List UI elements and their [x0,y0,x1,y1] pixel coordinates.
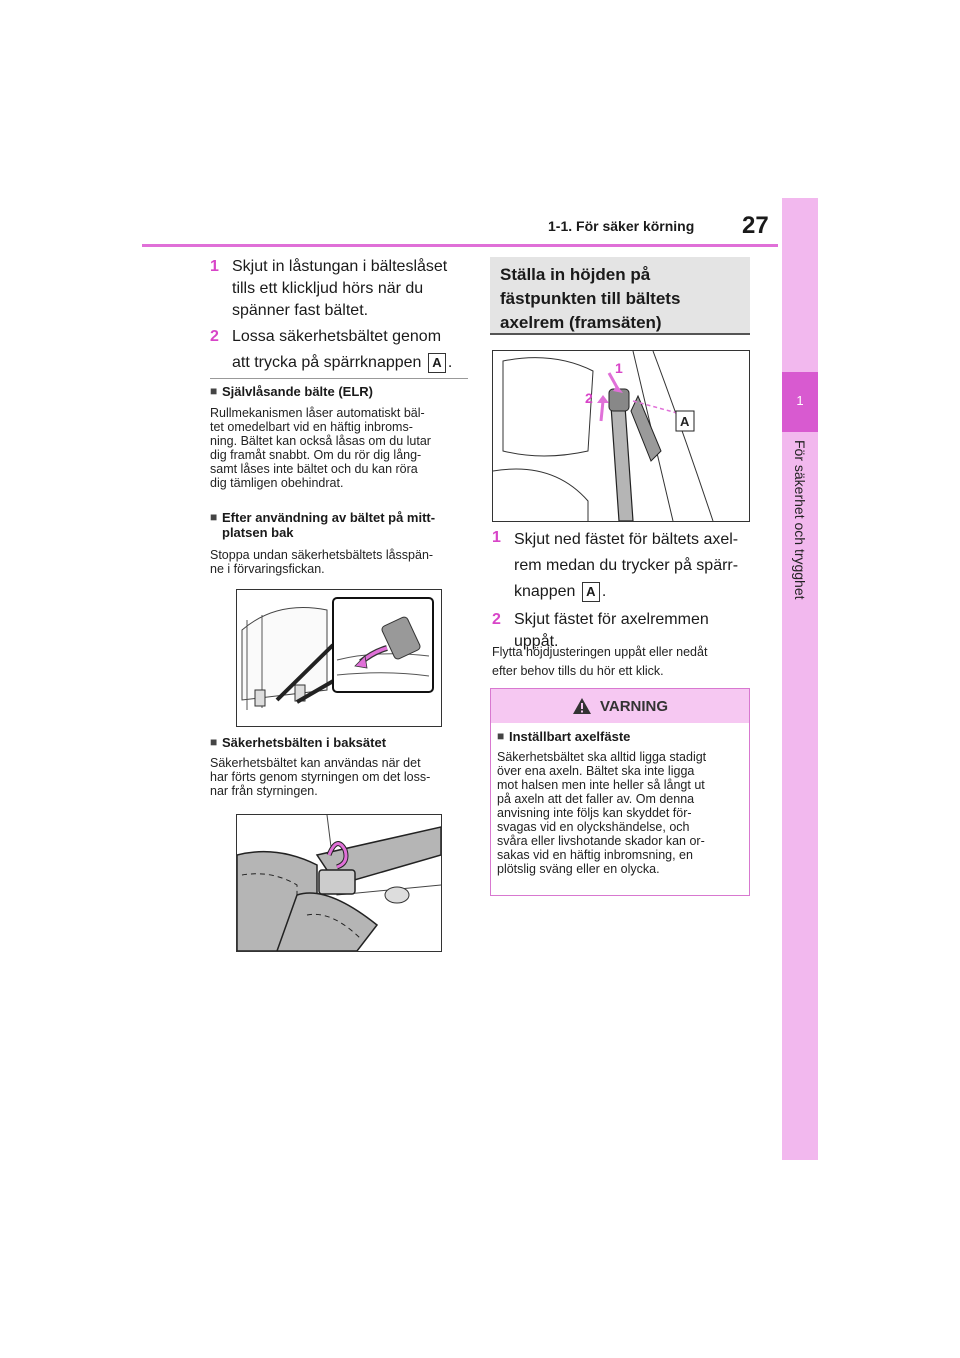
warning-header [491,689,749,723]
step-number: 1 [492,529,501,546]
warning-box [490,688,750,896]
rear-seat-section [210,735,472,798]
square-bullet-icon: ■ [210,510,218,524]
figure-label-2: 2 [585,390,593,406]
warning-text: Säkerhetsbältet ska alltid ligga stadigt över ena axeln. Bältet ska inte ligga mot halsen men inte heller så långt ut på axeln att det faller av. Om denna anvisning inte följs kan skyddet för- svagas vid en olyckshändelse, och svåra eller livshotande skador kan or- sakas vid en häftig inbromsning, en plötslig sväng eller en olycka. [497,750,707,876]
rear-text: Säkerhetsbältet kan användas när det har förts genom styrningen om det loss- nar från styrningen. [210,756,431,798]
section-header: 1-1. För säker körning [548,218,695,234]
elr-heading: Självlåsande bälte (ELR) [222,384,373,399]
elr-text: Rullmekanismen låser automatiskt bäl- tet omedelbart vid en häftig inbroms- ning. Bältet kan också låsas om du lutar dig framåt snabbt. Om du rör dig lång- samt låses inte bältet och du kan röra dig tämligen obehindrat. [210,406,431,490]
square-bullet-icon: ■ [210,735,218,749]
middle-text: Stoppa undan säkerhetsbältets låsspän- ne i förvaringsfickan. [210,548,434,576]
shoulder-anchor-drawing [493,351,749,521]
release-button-label: A [582,582,600,602]
chapter-tab [782,198,818,1160]
warning-triangle-icon [572,697,592,715]
rear-heading: Säkerhetsbälten i baksätet [222,735,387,750]
belt-guide-illustration [236,814,442,952]
step-1 [492,527,754,605]
figure-label-a: A [680,414,690,429]
release-button-label: A [428,353,446,373]
square-bullet-icon: ■ [497,729,505,743]
page-number: 27 [742,212,769,239]
rear-seat-drawing [237,590,441,726]
square-bullet-icon: ■ [210,384,218,398]
buckle-steps [210,256,470,378]
step-2 [210,326,470,378]
adjust-note: Flytta höjdjusteringen uppåt eller nedåt efter behov tills du hör ett klick. [492,645,708,678]
shoulder-anchor-illustration [492,350,750,522]
belt-guide-drawing [237,815,441,951]
middle-heading: Efter användning av bältet på mitt- platsen bak [222,510,436,540]
warning-title: VARNING [599,697,669,715]
step-text: Skjut fästet för axelremmen uppåt. [514,611,709,650]
step-number: 2 [492,611,501,628]
step-number: 2 [210,328,219,345]
chapter-label: För säkerhet och trygghet [792,440,808,600]
anchor-steps [492,527,754,653]
chapter-number: 1 [796,393,804,408]
header-divider [142,244,778,247]
divider [210,378,468,379]
buckle-storage-illustration [236,589,442,727]
step-number: 1 [210,258,219,275]
step-text: Skjut in låstungan i bälteslåset tills ett klickljud hörs när du spänner fast bältet. [232,258,448,319]
step-text: Skjut ned fästet för bältets axel- rem medan du trycker på spärr- knappen A . [514,531,739,600]
elr-section [210,384,470,490]
step-1 [210,256,470,322]
middle-seat-section [210,510,470,576]
warning-heading: Inställbart axelfäste [509,729,631,744]
section-title: Ställa in höjden på fästpunkten till bältets axelrem (framsäten) [490,257,750,335]
figure-label-1: 1 [615,360,623,376]
step-text: Lossa säkerhetsbältet genom att trycka på spärrknappen A . [232,328,453,371]
